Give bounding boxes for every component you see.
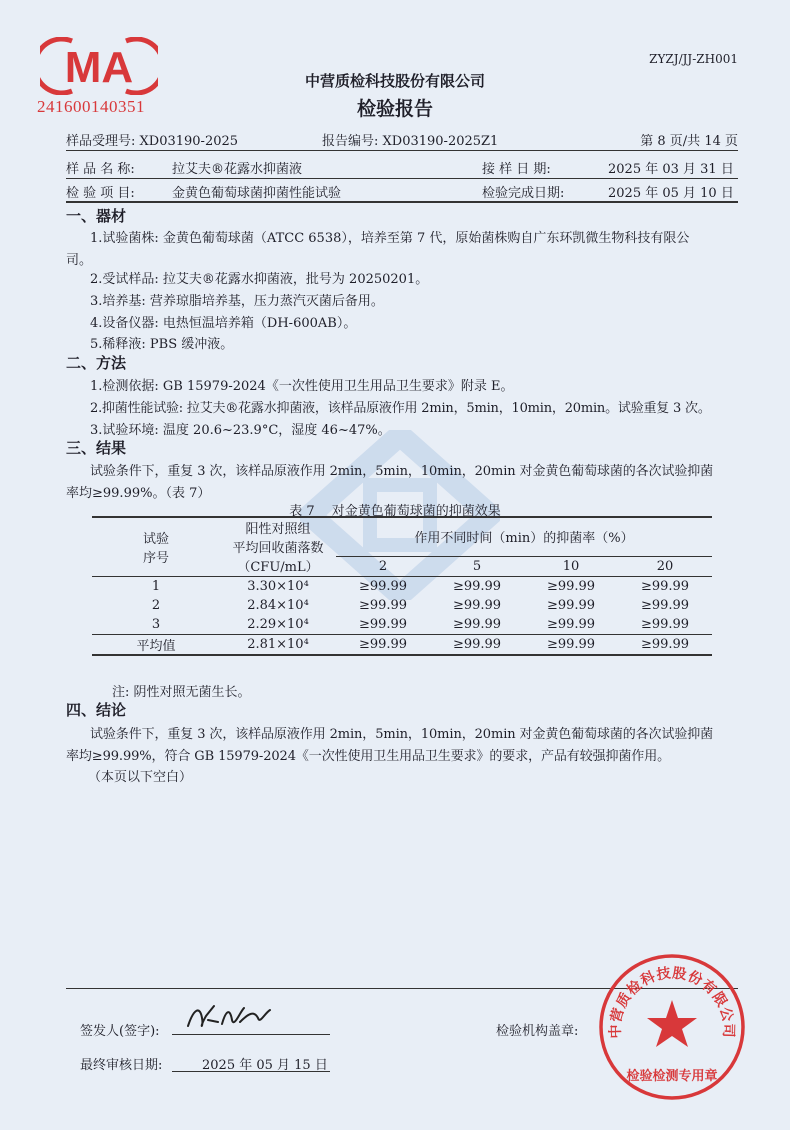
sample-name-label: 样 品 名 称:: [66, 162, 135, 177]
table-row: [92, 596, 712, 615]
header-positive-2: 平均回收菌落数: [232, 541, 324, 556]
doc-code: ZYZJ/JJ-ZH001: [649, 52, 738, 66]
cma-letters: MA: [64, 43, 134, 92]
header-rate: 作用不同时间（min）的抑菌率（%）: [336, 517, 712, 556]
row-1-pos: 3.30×10⁴: [220, 576, 336, 596]
row-1-rate-5: ≥99.99: [430, 576, 524, 596]
report-title: 检验报告: [356, 98, 433, 120]
equipment-line-4: 4.设备仪器: 电热恒温培养箱（DH-600AB）。: [90, 316, 357, 331]
row-3-pos: 2.29×10⁴: [247, 616, 309, 632]
seal-ring-text: 中营质检科技股份有限公司: [607, 965, 737, 1039]
equipment-line-5: 5.稀释液: PBS 缓冲液。: [90, 337, 234, 352]
row-3-rate-5: ≥99.99: [452, 616, 502, 632]
table-row: [92, 615, 712, 635]
row-2-rate-5: ≥99.99: [452, 597, 502, 613]
row-3-rate-2: ≥99.99: [358, 616, 408, 632]
complete-date-label: 检验完成日期:: [482, 186, 565, 201]
row-3-rate-10: ≥99.99: [546, 616, 596, 632]
complete-date-value: 2025 年 05 月 10 日: [608, 186, 734, 201]
seal-center-text: 检验检测专用章: [626, 1069, 718, 1084]
header-positive-1: 阳性对照组: [220, 517, 336, 537]
cma-number: 241600140351: [37, 97, 145, 116]
header-time-5: 5: [472, 558, 482, 574]
section-equipment-title: 一、器材: [66, 207, 127, 225]
row-2-rate-2: ≥99.99: [358, 597, 408, 613]
header-trial-no-1: 试验: [142, 531, 169, 547]
header-trial-no-2: 序号: [142, 550, 169, 566]
avg-rate-5: ≥99.99: [430, 634, 524, 655]
result-line-2: 率均≥99.99%。（表 7）: [66, 486, 211, 501]
signer-underline: [172, 1034, 330, 1035]
signature: [184, 1000, 274, 1034]
receive-date-label: 接 样 日 期:: [482, 162, 551, 177]
rule-bottom: [66, 201, 738, 203]
table-note: 注: 阴性对照无菌生长。: [112, 685, 251, 700]
header-time-10: 10: [562, 558, 580, 574]
table-caption: 表 7 对金黄色葡萄球菌的抑菌效果: [289, 504, 501, 519]
blank-note: （本页以下空白）: [88, 770, 193, 785]
equipment-line-1: 1.试验菌株: 金黄色葡萄球菌（ATCC 6538），培养至第 7 代，原始菌株购自广东环凯微生物科技有限公: [90, 231, 690, 246]
row-2-pos: 2.84×10⁴: [247, 597, 309, 613]
review-date-label: 最终审核日期:: [80, 1058, 163, 1073]
result-line-1: 试验条件下，重复 3 次，该样品原液作用 2min，5min，10min，20min 对金黄色葡萄球菌的各次试验抑菌: [90, 464, 714, 479]
row-1-rate-10: ≥99.99: [524, 576, 618, 596]
header-time-2: 2: [378, 558, 388, 574]
signer-label: 签发人(签字):: [80, 1024, 160, 1039]
section-conclusion-title: 四、结论: [66, 701, 127, 719]
review-underline: [172, 1071, 330, 1072]
row-3-no: 3: [151, 616, 161, 632]
row-2-no: 2: [151, 597, 161, 613]
avg-rate-10: ≥99.99: [524, 634, 618, 655]
table-row: [92, 576, 712, 596]
avg-rate-20: ≥99.99: [618, 634, 712, 655]
avg-label: 平均值: [92, 634, 220, 655]
row-2-rate-20: ≥99.99: [640, 597, 690, 613]
section-method-title: 二、方法: [66, 354, 127, 372]
rule-top: [66, 150, 738, 151]
official-seal: [597, 952, 747, 1102]
row-3-rate-20: ≥99.99: [640, 616, 690, 632]
section-result-title: 三、结果: [66, 439, 127, 457]
rule-mid: [66, 178, 738, 179]
review-date-value: 2025 年 05 月 15 日: [202, 1058, 328, 1073]
header-positive-3: （CFU/mL）: [237, 560, 319, 576]
result-table: [92, 516, 712, 656]
equipment-line-3: 3.培养基: 营养琼脂培养基，压力蒸汽灭菌后备用。: [90, 294, 384, 309]
company-name: 中营质检科技股份有限公司: [304, 72, 485, 90]
conclusion-line-2: 率均≥99.99%，符合 GB 15979-2024《一次性使用卫生用品卫生要求》的要求，产品有较强抑菌作用。: [66, 749, 670, 764]
seal-label: 检验机构盖章:: [496, 1024, 579, 1039]
receive-date-value: 2025 年 03 月 31 日: [608, 162, 734, 177]
conclusion-line-1: 试验条件下，重复 3 次，该样品原液作用 2min，5min，10min，20min 对金黄色葡萄球菌的各次试验抑菌: [90, 727, 714, 742]
sample-name-value: 拉艾夫®花露水抑菌液: [172, 162, 303, 177]
report-no: 报告编号: XD03190-2025Z1: [322, 134, 499, 149]
method-line-2: 2.抑菌性能试验: 拉艾夫®花露水抑菌液，该样品原液作用 2min，5min，10min，20min。试验重复 3 次。: [90, 401, 711, 416]
table-row-average: [92, 634, 712, 655]
row-1-rate-2: ≥99.99: [336, 576, 430, 596]
equipment-line-1b: 司。: [66, 253, 93, 268]
test-item-value: 金黄色葡萄球菌抑菌性能试验: [172, 186, 342, 201]
avg-pos: 2.81×10⁴: [220, 634, 336, 655]
row-1-no: 1: [92, 576, 220, 596]
method-line-3: 3.试验环境: 温度 20.6~23.9°C，湿度 46~47%。: [90, 423, 391, 438]
header-time-20: 20: [656, 558, 674, 574]
avg-rate-2: ≥99.99: [336, 634, 430, 655]
header-trial-no: [92, 517, 220, 576]
equipment-line-2: 2.受试样品: 拉艾夫®花露水抑菌液，批号为 20250201。: [90, 272, 429, 287]
seal-star-icon: [647, 1000, 697, 1047]
test-item-label: 检 验 项 目:: [66, 186, 135, 201]
page-info: 第 8 页/共 14 页: [640, 134, 738, 149]
sample-acceptance-no: 样品受理号: XD03190-2025: [66, 134, 239, 149]
row-1-rate-20: ≥99.99: [618, 576, 712, 596]
row-2-rate-10: ≥99.99: [546, 597, 596, 613]
method-line-1: 1.检测依据: GB 15979-2024《一次性使用卫生用品卫生要求》附录 E。: [90, 379, 514, 394]
